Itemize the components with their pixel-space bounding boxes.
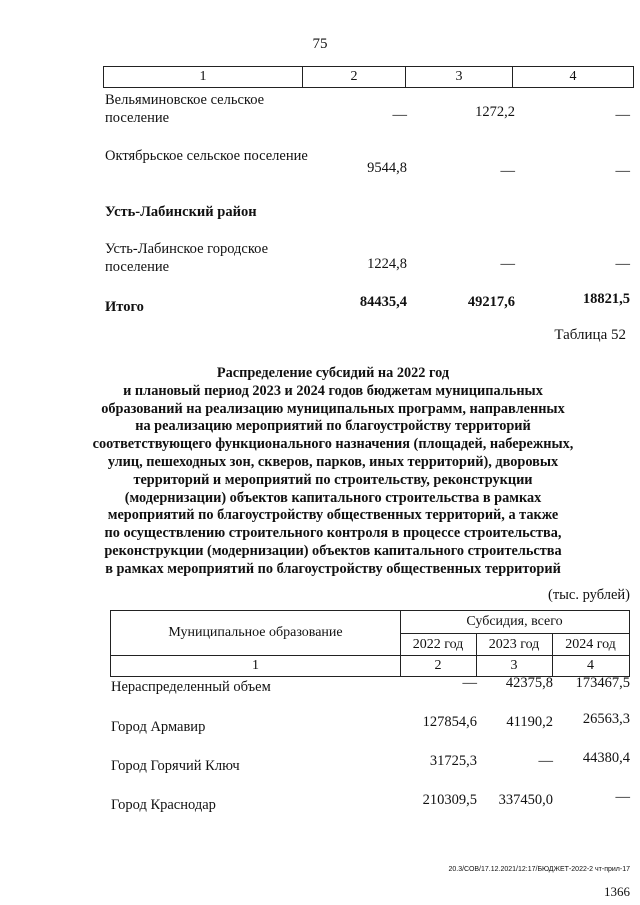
top-row-value: — [500, 256, 515, 272]
top-row-district-heading: Усть-Лабинский район [105, 204, 257, 220]
municipality-name: Город Армавир [111, 719, 206, 735]
document-title [90, 365, 576, 579]
top-row-total-value: 18821,5 [582, 291, 630, 307]
col-number-4: 4 [552, 655, 630, 677]
title-line: мероприятий по благоустройству общественных территорий, а также [107, 507, 559, 524]
subsidy-2023: 41190,2 [506, 714, 553, 730]
top-row-label: Усть-Лабинское городское поселение [105, 241, 269, 275]
title-line: на реализацию мероприятий по благоустройству территорий [135, 418, 531, 435]
col-year-header: 2023 год [476, 633, 553, 656]
units-label: (тыс. рублей) [548, 587, 630, 603]
table-caption: Таблица 52 [554, 327, 626, 343]
top-col-2-number: 2 [303, 67, 406, 87]
title-line: образований на реализацию муниципальных программ, направленных [101, 400, 565, 417]
top-row-value: — [500, 163, 515, 179]
col-subsidy-group-header: Субсидия, всего [400, 610, 630, 634]
subsidy-2023: 42375,8 [505, 675, 553, 691]
subsidy-2023: 337450,0 [498, 792, 553, 808]
subsidy-2022: 210309,5 [422, 792, 477, 808]
top-row-value: 9544,8 [367, 160, 407, 176]
top-row-label: Вельяминовское сельское поселение [105, 92, 265, 126]
top-row-value: — [615, 256, 630, 272]
top-col-4-number: 4 [569, 69, 577, 84]
col-municipality-header: Муниципальное образование [110, 610, 401, 656]
title-line: реконструкции (модернизации) объектов капитального строительства [104, 542, 562, 559]
title-line: в рамках мероприятий по благоустройству общественных территорий [105, 560, 561, 577]
top-row-value: 1224,8 [367, 256, 407, 272]
top-row-total-value: 84435,4 [359, 294, 407, 310]
col-number-3: 3 [476, 655, 553, 677]
title-line: по осуществлению строительного контроля в процессе строительства, [104, 525, 562, 542]
municipality-name: Нераспределенный объем [111, 679, 271, 695]
top-row-label: Октябрьское сельское поселение [105, 148, 308, 164]
title-line: улиц, пешеходных зон, скверов, парков, иных территорий), дворовых [107, 453, 559, 470]
footer-document-code: 20.3/СОВ/17.12.2021/12:17/БЮДЖЕТ-2022-2 чт-прил-17 [448, 866, 630, 873]
subsidy-2023: — [538, 753, 553, 769]
subsidy-2024: — [615, 789, 630, 805]
col-number-1: 1 [110, 655, 401, 677]
top-row-value: 1272,2 [475, 104, 515, 120]
title-line: и плановый период 2023 и 2024 годов бюджетам муниципальных [123, 382, 543, 399]
subsidy-2022: 127854,6 [422, 714, 477, 730]
subsidy-2022: 31725,3 [429, 753, 477, 769]
top-row-total-value: 49217,6 [467, 294, 515, 310]
top-table-header [103, 66, 634, 88]
title-line: территорий и мероприятий по строительству, реконструкции [133, 471, 533, 488]
top-row-total-label: Итого [105, 299, 144, 315]
page-number: 75 [312, 36, 328, 52]
col-year-header: 2024 год [552, 633, 630, 656]
title-line: (модернизации) объектов капитального строительства в рамках [124, 489, 542, 506]
top-row-value: — [615, 163, 630, 179]
col-year-header: 2022 год [400, 633, 477, 656]
title-line: Распределение субсидий на 2022 год [216, 365, 450, 381]
document-sheet-number: 1366 [604, 884, 630, 899]
title-line: соответствующего функционального назначения (площадей, набережных, [92, 436, 574, 453]
col-number-2: 2 [400, 655, 477, 677]
top-col-3-number: 3 [406, 67, 513, 87]
subsidy-2024: 173467,5 [575, 675, 630, 691]
subsidy-2024: 26563,3 [582, 711, 630, 727]
top-row-value: — [615, 107, 630, 123]
subsidy-2022: — [462, 675, 477, 691]
municipality-name: Город Краснодар [111, 797, 216, 813]
top-col-1-number: 1 [104, 67, 303, 87]
top-row-value: — [392, 107, 407, 123]
municipality-name: Город Горячий Ключ [111, 758, 240, 774]
subsidy-2024: 44380,4 [582, 750, 630, 766]
